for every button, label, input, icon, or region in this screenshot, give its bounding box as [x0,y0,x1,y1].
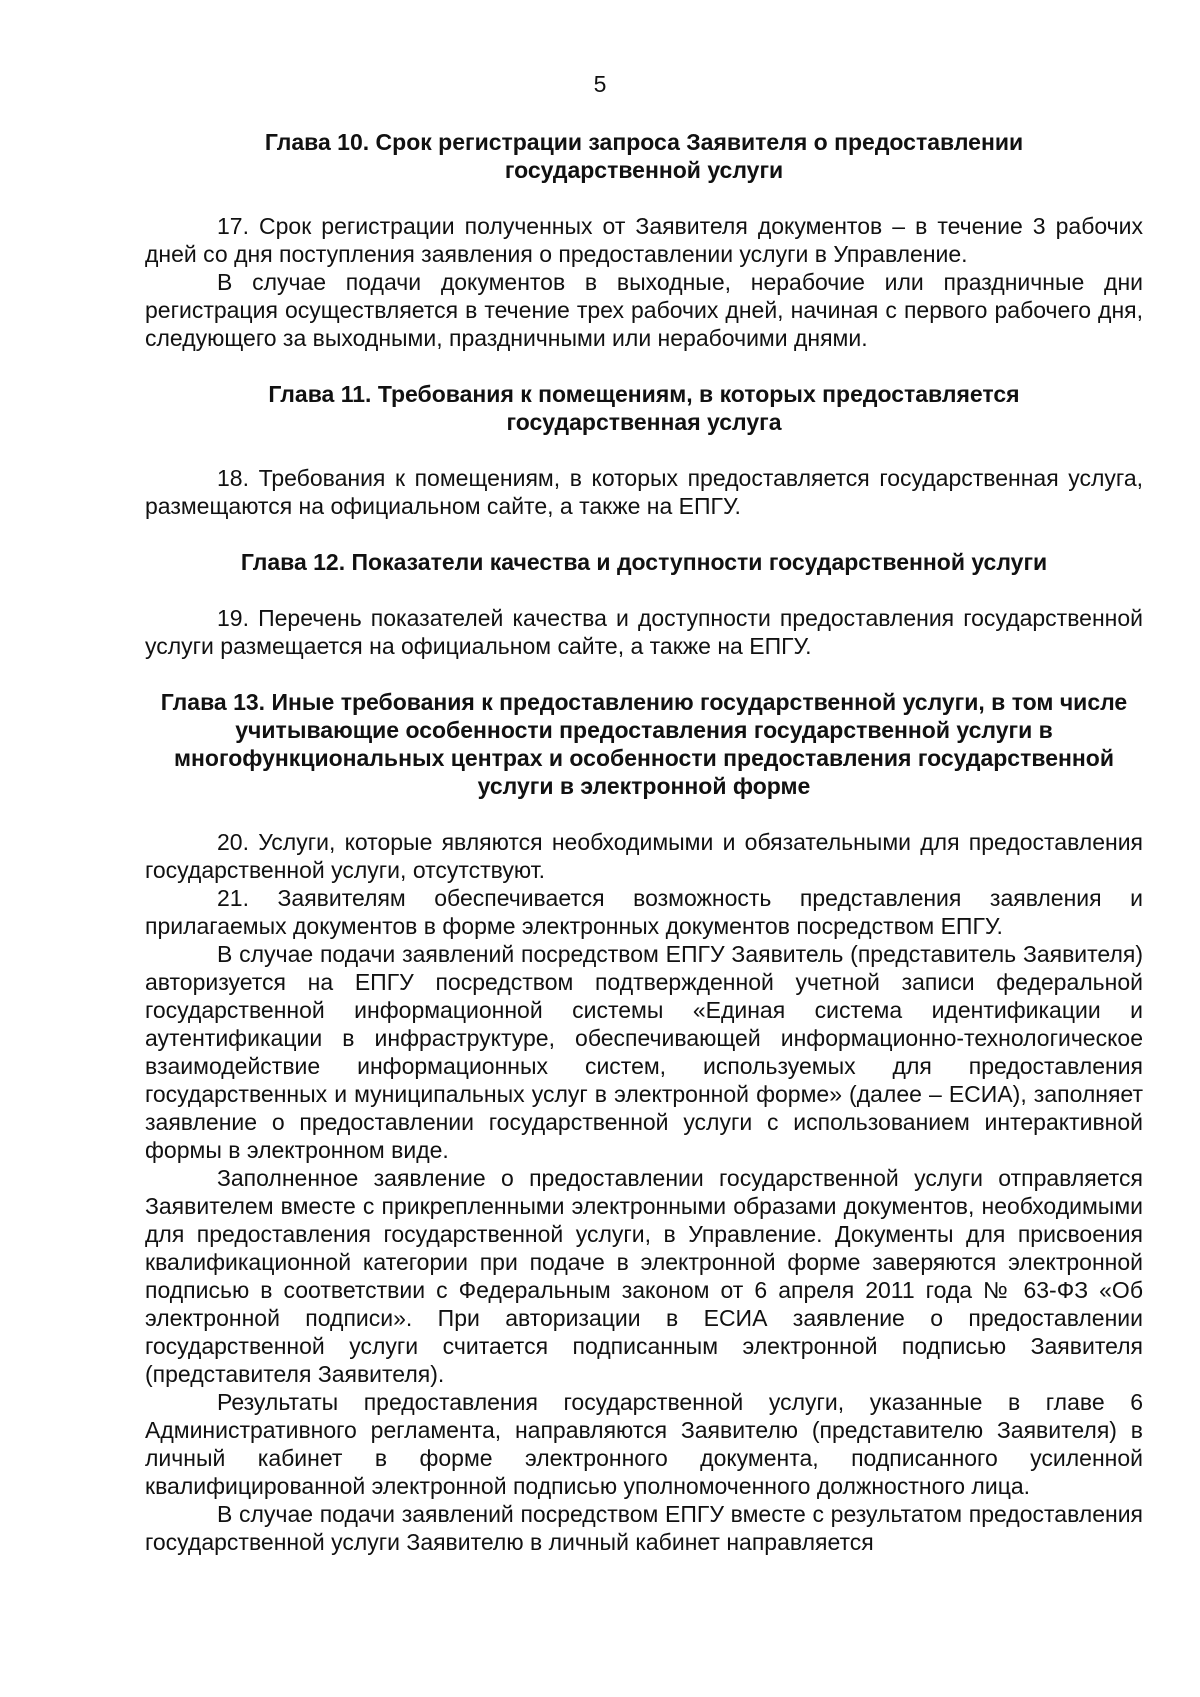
chapter-13-heading: Глава 13. Иные требования к предоставлению государственной услуги, в том числе учитывающие особенности предоставления государственной услуги в многофункциональных центрах и особенности предоставления государственной услуги в электронной форме [160,689,1128,799]
paragraph-21-submission: Заполненное заявление о предоставлении государственной услуги отправляется Заявителем вместе с прикрепленными электронными образами документов, необходимыми для предоставления государственной услуги, в Управление. Документы для присвоения квалификационной категории при подаче в электронной форме заверяются электронной подписью в соответствии с Федеральным законом от 6 апреля 2011 года № 63-ФЗ «Об электронной подписи». При авторизации в ЕСИА заявление о предоставлении государственной услуги считается подписанным электронной подписью Заявителя (представителя Заявителя). [145,1165,1143,1387]
paragraph-17-continued: В случае подачи документов в выходные, нерабочие или праздничные дни регистрация осуществляется в течение трех рабочих дней, начиная с первого рабочего дня, следующего за выходными, праздничными или нерабочими днями. [145,269,1143,351]
chapter-10-heading: Глава 10. Срок регистрации запроса Заявителя о предоставлении государственной услуги [264,129,1024,183]
chapter-10 [145,128,1143,352]
document-body [145,128,1143,1556]
paragraph-21-cabinet: В случае подачи заявлений посредством ЕПГУ вместе с результатом предоставления государственной услуги Заявителю в личный кабинет направляется [145,1501,1143,1555]
paragraph-21-results: Результаты предоставления государственной услуги, указанные в главе 6 Административного регламента, направляются Заявителю (представителю Заявителя) в личный кабинет в форме электронного документа, подписанного усиленной квалифицированной электронной подписью уполномоченного должностного лица. [145,1389,1143,1499]
chapter-13 [145,688,1143,1556]
paragraph-21-esia: В случае подачи заявлений посредством ЕПГУ Заявитель (представитель Заявителя) авторизуется на ЕПГУ посредством подтвержденной учетной записи федеральной государственной информационной системы «Единая система идентификации и аутентификации в инфраструктуре, обеспечивающей информационно-технологическое взаимодействие информационных систем, используемых для предоставления государственных и муниципальных услуг в электронной форме» (далее – ЕСИА), заполняет заявление о предоставлении государственной услуги с использованием интерактивной формы в электронном виде. [145,941,1143,1163]
chapter-12-heading: Глава 12. Показатели качества и доступности государственной услуги [240,549,1048,575]
paragraph-18: 18. Требования к помещениям, в которых предоставляется государственная услуга, размещаются на официальном сайте, а также на ЕПГУ. [145,465,1143,519]
paragraph-20: 20. Услуги, которые являются необходимыми и обязательными для предоставления государственной услуги, отсутствуют. [145,829,1143,883]
paragraph-21: 21. Заявителям обеспечивается возможность представления заявления и прилагаемых документов в форме электронных документов посредством ЕПГУ. [145,885,1143,939]
page-number: 5 [593,71,607,97]
chapter-12 [145,548,1143,660]
chapter-11-heading: Глава 11. Требования к помещениям, в которых предоставляется государственная услуга [268,381,1020,435]
paragraph-19: 19. Перечень показателей качества и доступности предоставления государственной услуги размещается на официальном сайте, а также на ЕПГУ. [145,605,1143,659]
paragraph-17: 17. Срок регистрации полученных от Заявителя документов – в течение 3 рабочих дней со дня поступления заявления о предоставлении услуги в Управление. [145,213,1143,267]
chapter-11 [145,380,1143,520]
